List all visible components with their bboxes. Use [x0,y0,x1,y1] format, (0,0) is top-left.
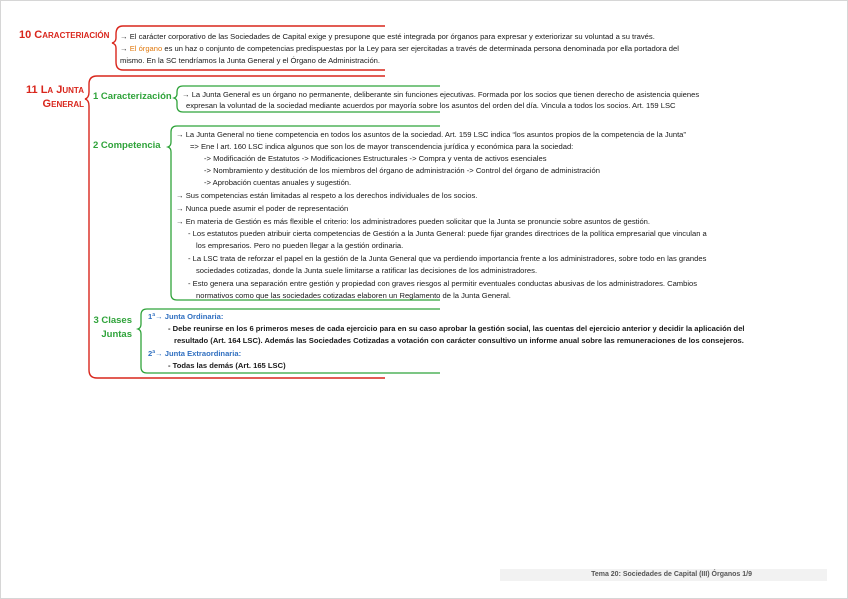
section-10-line-2 [120,43,679,54]
organo-highlight: El órgano [129,44,163,53]
section-11-title [24,83,84,111]
subsection-clases-title [90,314,132,342]
section-11-title-line-2: General [42,98,84,110]
competencia-line: → En materia de Gestión es más flexible el criterio: los administradores pueden solicitar que la Junta se pronuncie sobre asuntos de gestión. [176,217,651,226]
section-10-line-2-rest: es un haz o conjunto de competencias predispuestas por la Ley para ser ejercitadas a través de determinada persona denominada por ella portadora del [162,44,679,53]
competencia-line: → La Junta General no tiene competencia en todos los asuntos de la sociedad. Art. 159 LSC indica “los asuntos propios de la competencia de la Junta” [176,130,686,139]
competencia-line: => Ene l art. 160 LSC indica algunos que son los de mayor transcendencia jurídica y económica para la sociedad: [190,142,574,151]
competencia-line: normativos como que las sociedades cotizadas elaboren un Reglamento de la Junta General. [196,291,511,300]
competencia-line: - Los estatutos pueden atribuir cierta competencias de Gestión a la Junta General: puede fijar grandes directrices de la política empresarial que vinculan a [188,229,707,238]
section-10-line-3: mismo. En la SC tendríamos la Junta General y el Órgano de Administración. [120,56,380,65]
competencia-line: sociedades cotizadas, donde la Junta suele limitarse a ratificar las decisiones de los administradores. [196,266,538,275]
subsection-clases-title-line-2: Juntas [101,329,132,340]
junta-ordinaria-line-1: - Debe reunirse en los 6 primeros meses de cada ejercicio para en su caso aprobar la gestión social, las cuentas del ejercicio anterior y decidir la aplicación del [168,324,745,333]
subsection-competencia-title: 2 Competencia [93,140,161,151]
subsection-caracterizacion-title: 1 Caracterización [93,91,172,102]
subsection-clases-title-line-1: 3 Clases [93,315,132,326]
caracterizacion-line-2: expresan la voluntad de la sociedad mediante acuerdos por mayoría sobre los asuntos del orden del día. Vincula a todos los socios. Art. 159 LSC [186,101,676,110]
junta-ordinaria-heading: 1ª→ Junta Ordinaria: [148,312,224,321]
competencia-line: -> Nombramiento y destitución de los miembros del órgano de administración -> Control del órgano de administración [204,166,600,175]
junta-ordinaria-line-2: resultado (Art. 164 LSC). Además las Sociedades Cotizadas a votación con carácter consultivo un informe anual sobre las remuneraciones de los consejeros. [174,336,744,345]
arrow-text: → [120,44,130,53]
competencia-line: → Sus competencias están limitadas al respeto a los derechos individuales de los socios. [176,191,478,200]
competencia-line: - La LSC trata de reforzar el papel en la gestión de la Junta General que va perdiendo importancia frente a los administradores, sobre todo en las grandes [188,254,707,263]
junta-extraordinaria-line-1: - Todas las demás (Art. 165 LSC) [168,361,286,370]
competencia-line: los empresarios. Pero no pueden llegar a la gestión ordinaria. [196,241,404,250]
section-10-title: 10 Caracteriación [19,29,110,41]
page-footer: Tema 20: Sociedades de Capital (III) Órganos 1/9 [500,569,827,581]
competencia-line: → Nunca puede asumir el poder de representación [176,204,349,213]
junta-extraordinaria-heading: 2ª→ Junta Extraordinaria: [148,349,242,358]
competencia-line: - Esto genera una separación entre gestión y propiedad con graves riesgos al permitir eventuales conductas abusivas de los administradores. Cambios [188,279,698,288]
section-11-title-line-1: 11 La Junta [26,84,84,96]
section-10-line-1: → El carácter corporativo de las Sociedades de Capital exige y presupone que esté integrada por órganos para expresar y exteriorizar su voluntad a su través. [120,32,655,41]
caracterizacion-line-1: → La Junta General es un órgano no permanente, deliberante sin funciones ejecutivas. Formada por los socios que tienen derecho de asistencia quienes [182,90,700,99]
competencia-line: -> Aprobación cuentas anuales y sugestión. [204,178,352,187]
competencia-line: -> Modificación de Estatutos -> Modificaciones Estructurales -> Compra y venta de activos esenciales [204,154,547,163]
